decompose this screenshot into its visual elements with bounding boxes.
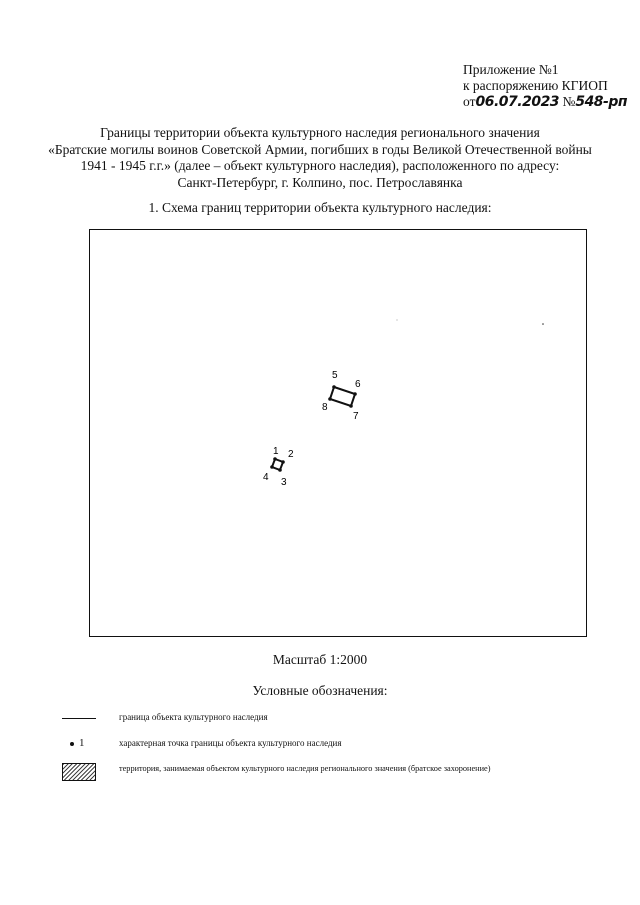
- appendix-number-prefix: №: [562, 94, 576, 109]
- boundary-point: [281, 460, 285, 464]
- boundary-parcel-north: [330, 387, 355, 406]
- point-label-6: 6: [355, 379, 361, 390]
- boundary-map: [90, 230, 588, 638]
- boundary-point: [270, 465, 274, 469]
- point-label-7: 7: [353, 411, 359, 422]
- legend-area-symbol: [62, 763, 96, 781]
- boundary-map-frame: [89, 229, 587, 637]
- legend-point-symbol: [70, 742, 74, 746]
- boundary-point: [353, 392, 357, 396]
- document-title: [40, 125, 600, 191]
- appendix-from-prefix: от: [463, 94, 476, 109]
- legend-title: Условные обозначения:: [252, 683, 388, 698]
- legend-point-number: 1: [79, 737, 85, 749]
- boundary-point: [278, 468, 282, 472]
- section-heading: 1. Схема границ территории объекта культурного наследия:: [148, 200, 492, 215]
- map-scale: Масштаб 1:2000: [272, 652, 368, 667]
- boundary-parcel-south: [272, 459, 283, 470]
- map-speck: [542, 323, 544, 325]
- appendix-line2: к распоряжению КГИОП: [463, 78, 608, 93]
- legend-point-label: характерная точка границы объекта культурного наследия: [119, 738, 342, 748]
- point-label-2: 2: [288, 449, 294, 460]
- appendix-line1: Приложение №1: [463, 62, 559, 77]
- appendix-header: [463, 62, 627, 110]
- legend-line-symbol: [62, 718, 96, 719]
- title-line4: Санкт-Петербург, г. Колпино, пос. Петрославянка: [177, 174, 463, 190]
- map-speck: [397, 320, 398, 321]
- appendix-number: 548-рп: [575, 94, 628, 110]
- boundary-point: [328, 397, 332, 401]
- title-line1: Границы территории объекта культурного наследия регионального значения: [100, 125, 540, 140]
- title-line3: 1941 - 1945 г.г.» (далее – объект культурного наследия), расположенного по адресу:: [80, 158, 560, 173]
- point-label-5: 5: [332, 370, 338, 381]
- boundary-point: [349, 404, 353, 408]
- appendix-date-line: [463, 94, 627, 110]
- point-label-8: 8: [322, 402, 328, 413]
- legend-area-label: территория, занимаемая объектом культурного наследия регионального значения (братское захоронение): [119, 764, 491, 773]
- title-line2: «Братские могилы воинов Советской Армии, погибших в годы Великой Отечественной войны: [48, 141, 592, 157]
- legend-line-label: граница объекта культурного наследия: [119, 712, 268, 722]
- point-label-3: 3: [281, 477, 287, 488]
- point-label-4: 4: [263, 472, 269, 483]
- boundary-point: [332, 385, 336, 389]
- appendix-date: 06.07.2023: [475, 94, 560, 110]
- boundary-point: [273, 457, 277, 461]
- point-label-1: 1: [273, 446, 279, 457]
